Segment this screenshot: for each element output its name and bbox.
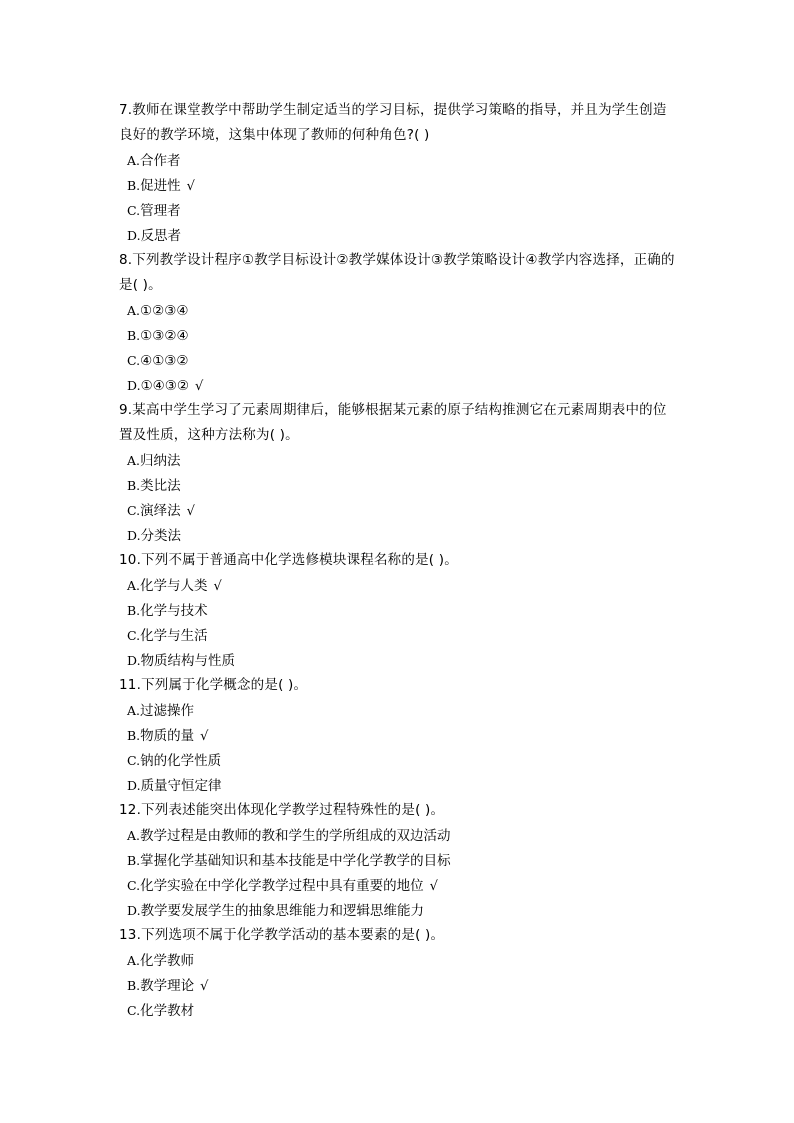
option-c bbox=[119, 873, 679, 898]
option-c bbox=[119, 348, 679, 373]
question-13 bbox=[119, 923, 679, 1023]
option-d bbox=[119, 898, 679, 923]
option-text: 教学理论 bbox=[140, 978, 195, 994]
option-letter: B. bbox=[127, 853, 141, 868]
question-12 bbox=[119, 798, 679, 923]
question-stem: 9.某高中学生学习了元素周期律后，能够根据某元素的原子结构推测它在元素周期表中的位置及性质，这种方法称为( )。 bbox=[119, 402, 667, 443]
option-b bbox=[119, 723, 679, 748]
option-a bbox=[119, 698, 679, 723]
option-text: 化学与人类 bbox=[140, 578, 208, 594]
option-c bbox=[119, 623, 679, 648]
option-letter: A. bbox=[127, 578, 141, 593]
answer-check-mark: √ bbox=[213, 579, 222, 594]
question-stem: 13.下列选项不属于化学教学活动的基本要素的是( )。 bbox=[119, 927, 445, 943]
option-letter: D. bbox=[127, 378, 141, 393]
option-text: 化学与生活 bbox=[140, 628, 208, 644]
option-text: 化学教材 bbox=[140, 1003, 195, 1019]
option-text: 物质的量 bbox=[140, 728, 195, 744]
option-letter: A. bbox=[127, 453, 141, 468]
option-a bbox=[119, 823, 679, 848]
option-text: 掌握化学基础知识和基本技能是中学化学教学的目标 bbox=[140, 853, 451, 869]
option-d bbox=[119, 773, 679, 798]
option-c bbox=[119, 748, 679, 773]
answer-check-mark: √ bbox=[194, 379, 204, 394]
option-letter: C. bbox=[127, 878, 141, 893]
option-letter: C. bbox=[127, 353, 141, 368]
answer-check-mark: √ bbox=[186, 179, 195, 194]
option-letter: A. bbox=[127, 153, 141, 168]
option-text: ①②③④ bbox=[140, 303, 189, 319]
option-letter: A. bbox=[127, 828, 141, 843]
answer-check-mark: √ bbox=[200, 729, 209, 744]
option-a bbox=[119, 448, 679, 473]
option-text: 质量守恒定律 bbox=[140, 778, 222, 794]
option-text: 物质结构与性质 bbox=[140, 653, 236, 669]
question-stem: 7.教师在课堂教学中帮助学生制定适当的学习目标，提供学习策略的指导，并且为学生创造良好的教学环境，这集中体现了教师的何种角色?( ) bbox=[119, 102, 667, 143]
option-letter: D. bbox=[127, 653, 141, 668]
option-text: ①④③② bbox=[140, 378, 189, 394]
option-letter: D. bbox=[127, 228, 141, 243]
option-letter: B. bbox=[127, 478, 141, 493]
question-stem: 11.下列属于化学概念的是( )。 bbox=[119, 677, 308, 693]
option-text: 化学实验在中学化学教学过程中具有重要的地位 bbox=[140, 878, 424, 894]
option-letter: A. bbox=[127, 953, 141, 968]
question-list bbox=[119, 98, 679, 1023]
option-letter: B. bbox=[127, 178, 141, 193]
option-text: 反思者 bbox=[140, 228, 182, 244]
option-text: 过滤操作 bbox=[140, 703, 195, 719]
option-d bbox=[119, 223, 679, 248]
option-letter: D. bbox=[127, 528, 141, 543]
option-text: 分类法 bbox=[140, 528, 182, 544]
option-text: 教学过程是由教师的教和学生的学所组成的双边活动 bbox=[140, 828, 451, 844]
option-text: 化学教师 bbox=[140, 953, 195, 969]
option-text: 促进性 bbox=[140, 178, 181, 194]
option-text: 钠的化学性质 bbox=[140, 753, 222, 769]
option-letter: C. bbox=[127, 203, 141, 218]
question-11 bbox=[119, 673, 679, 798]
option-letter: A. bbox=[127, 703, 141, 718]
option-letter: B. bbox=[127, 328, 141, 343]
option-letter: C. bbox=[127, 1003, 141, 1018]
option-b bbox=[119, 473, 679, 498]
option-letter: B. bbox=[127, 603, 141, 618]
question-stem: 12.下列表述能突出体现化学教学过程特殊性的是( )。 bbox=[119, 802, 445, 818]
answer-check-mark: √ bbox=[200, 979, 209, 994]
option-letter: B. bbox=[127, 978, 141, 993]
option-text: 演绎法 bbox=[140, 503, 181, 519]
question-10 bbox=[119, 548, 679, 673]
option-letter: D. bbox=[127, 778, 141, 793]
option-text: 类比法 bbox=[140, 478, 181, 494]
option-text: 合作者 bbox=[140, 153, 181, 169]
option-c bbox=[119, 998, 679, 1023]
option-letter: C. bbox=[127, 628, 141, 643]
option-a bbox=[119, 148, 679, 173]
option-b bbox=[119, 598, 679, 623]
option-text: ④①③② bbox=[140, 353, 189, 369]
option-d bbox=[119, 648, 679, 673]
option-b bbox=[119, 323, 679, 348]
option-b bbox=[119, 973, 679, 998]
question-7 bbox=[119, 98, 679, 248]
option-letter: C. bbox=[127, 503, 141, 518]
option-text: 管理者 bbox=[140, 203, 181, 219]
option-letter: A. bbox=[127, 303, 141, 318]
option-d bbox=[119, 373, 679, 398]
option-c bbox=[119, 498, 679, 523]
option-c bbox=[119, 198, 679, 223]
question-9 bbox=[119, 398, 679, 548]
question-8 bbox=[119, 248, 679, 398]
option-text: 教学要发展学生的抽象思维能力和逻辑思维能力 bbox=[140, 903, 425, 919]
option-b bbox=[119, 848, 679, 873]
question-stem: 10.下列不属于普通高中化学选修模块课程名称的是( )。 bbox=[119, 552, 458, 568]
answer-check-mark: √ bbox=[429, 879, 438, 894]
option-a bbox=[119, 573, 679, 598]
option-text: ①③②④ bbox=[140, 328, 189, 344]
option-text: 化学与技术 bbox=[140, 603, 208, 619]
option-a bbox=[119, 948, 679, 973]
answer-check-mark: √ bbox=[186, 504, 195, 519]
option-text: 归纳法 bbox=[140, 453, 181, 469]
option-letter: D. bbox=[127, 903, 141, 918]
question-stem: 8.下列教学设计程序①教学目标设计②教学媒体设计③教学策略设计④教学内容选择，正确的是( )。 bbox=[119, 252, 675, 293]
option-letter: B. bbox=[127, 728, 141, 743]
option-a bbox=[119, 298, 679, 323]
option-letter: C. bbox=[127, 753, 141, 768]
option-b bbox=[119, 173, 679, 198]
option-d bbox=[119, 523, 679, 548]
